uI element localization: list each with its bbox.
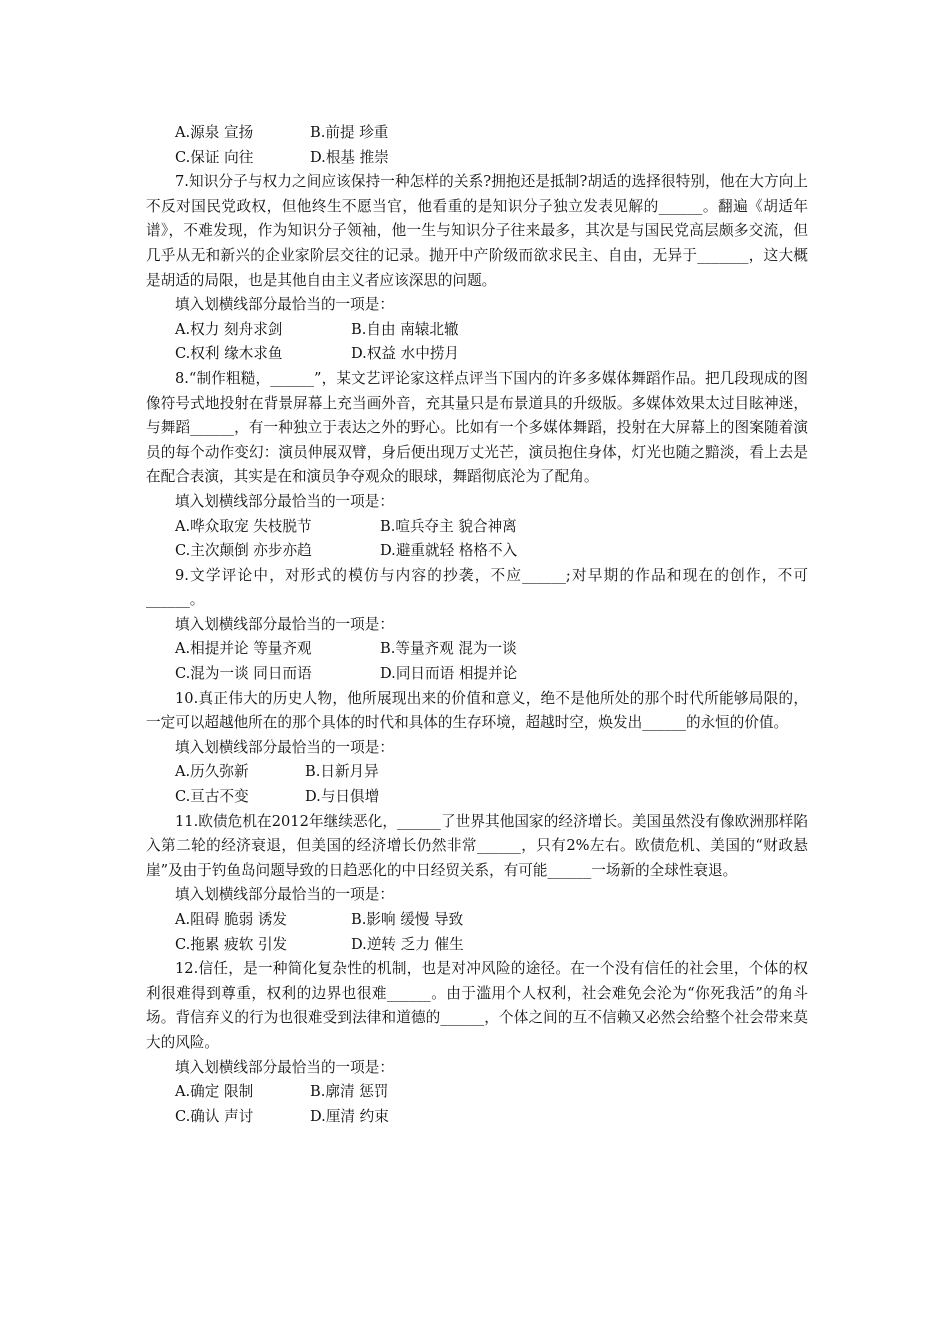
option-c[interactable]: C.主次颠倒 亦步亦趋 [175,542,312,560]
question-stem: 8.“制作粗糙，______”，某文艺评论家这样点评当下国内的许多多媒体舞蹈作品。把几段现成的图像符号式地投射在背景屏幕上充当画外音，充其量只是布景道具的升级版。多媒体效果太过目眩神迷，与舞蹈______，有一种独立于表达之外的野心。比如有一个多媒体舞蹈，投射在大屏幕上的图案随着演员的每个动作变幻：演员伸展双臂，身后便出现万丈光芒，演员抱住身体，灯光也随之黯淡，看上去是在配合表演，其实是在和演员争夺观众的眼球，舞蹈彻底沦为了配角。 [146,369,808,486]
option-row [146,1105,808,1130]
option-c[interactable]: C.确认 声讨 [175,1107,254,1125]
option-row [146,342,808,367]
question-prompt: 填入划横线部分最恰当的一项是： [175,886,394,904]
option-row [146,908,808,933]
exam-content [146,121,808,1129]
question-8 [146,367,808,564]
option-d[interactable]: D.逆转 乏力 催生 [351,935,464,953]
option-b[interactable]: B.前提 珍重 [310,124,389,141]
option-b[interactable]: B.等量齐观 混为一谈 [380,640,517,658]
option-d[interactable]: D.厘清 约束 [310,1107,389,1125]
option-row [146,933,808,958]
option-row [146,785,808,810]
question-prompt: 填入划横线部分最恰当的一项是： [175,492,394,510]
question-prompt: 填入划横线部分最恰当的一项是： [175,1058,394,1076]
option-row [146,318,808,343]
option-d[interactable]: D.根基 推崇 [310,148,389,166]
option-b[interactable]: B.廓清 惩罚 [310,1083,389,1101]
option-b[interactable]: B.自由 南辕北辙 [351,320,459,338]
option-row [146,662,808,687]
question-stem: 12.信任，是一种简化复杂性的机制，也是对冲风险的途径。在一个没有信任的社会里，个体的权利很难得到尊重，权利的边界也很难______。由于滥用个人权利，社会难免会沦为“你死我活”的角斗场。背信弃义的行为也很难受到法律和道德的______，个体之间的互不信赖又必然会给整个社会带来莫大的风险。 [146,960,808,1051]
option-d[interactable]: D.与日俱增 [305,788,380,806]
question-6 [146,121,808,170]
question-stem: 7.知识分子与权力之间应该保持一种怎样的关系?拥抱还是抵制?胡适的选择很特别，他在大方向上不反对国民党政权，但他终生不愿当官，他看重的是知识分子独立发表见解的______。翻遍《胡适年谱》，不难发现，作为知识分子领袖，他一生与知识分子往来最多，其次是与国民党高层颇多交流，但几乎从无和新兴的企业家阶层交往的记录。抛开中产阶级而欲求民主、自由，无异于_______，这大概是胡适的局限，也是其他自由主义者应该深思的问题。 [146,173,808,289]
option-row [146,146,808,171]
option-c[interactable]: C.保证 向往 [175,148,254,166]
option-d[interactable]: D.同日而语 相提并论 [380,665,518,683]
question-12 [146,957,808,1129]
question-7 [146,170,808,367]
option-b[interactable]: B.喧兵夺主 貌合神离 [380,517,517,535]
option-row [146,121,808,146]
option-b[interactable]: B.影响 缓慢 导致 [351,911,464,928]
question-stem: 10.真正伟大的历史人物，他所展现出来的价值和意义，绝不是他所处的那个时代所能够局限的，一定可以超越他所在的那个具体的时代和具体的生存环境，超越时空，焕发出______的永恒的价值。 [146,689,808,732]
option-d[interactable]: D.权益 水中捞月 [351,345,460,363]
option-row [146,760,808,785]
option-row [146,1080,808,1105]
option-a[interactable]: A.哗众取宠 失枝脱节 [175,517,312,535]
option-c[interactable]: C.权利 缘木求鱼 [175,345,283,363]
question-prompt: 填入划横线部分最恰当的一项是： [175,738,394,756]
option-d[interactable]: D.避重就轻 格格不入 [380,542,518,560]
option-b[interactable]: B.日新月异 [305,763,379,781]
option-a[interactable]: A.确定 限制 [175,1083,254,1101]
question-stem: 9.文学评论中，对形式的模仿与内容的抄袭，不应______;对早期的作品和现在的创作，不可______。 [146,566,808,609]
option-a[interactable]: A.权力 刻舟求剑 [175,320,283,338]
question-stem: 11.欧债危机在2012年继续恶化，______了世界其他国家的经济增长。美国虽然没有像欧洲那样陷入第二轮的经济衰退，但美国的经济增长仍然非常______，只有2%左右。欧债危机、美国的“财政悬崖”及由于钓鱼岛问题导致的日趋恶化的中日经贸关系，有可能______一场新的全球性衰退。 [146,812,808,879]
option-c[interactable]: C.拖累 疲软 引发 [175,935,288,953]
option-c[interactable]: C.亘古不变 [175,788,249,806]
question-prompt: 填入划横线部分最恰当的一项是： [175,615,394,633]
question-9 [146,564,808,687]
option-a[interactable]: A.源泉 宣扬 [175,124,254,141]
option-a[interactable]: A.相提并论 等量齐观 [175,640,312,658]
question-11 [146,810,808,958]
option-row [146,539,808,564]
option-row [146,637,808,662]
option-c[interactable]: C.混为一谈 同日而语 [175,665,312,683]
option-a[interactable]: A.阻碍 脆弱 诱发 [175,911,288,928]
question-prompt: 填入划横线部分最恰当的一项是： [175,296,394,314]
option-a[interactable]: A.历久弥新 [175,763,249,781]
question-10 [146,687,808,810]
option-row [146,515,808,540]
